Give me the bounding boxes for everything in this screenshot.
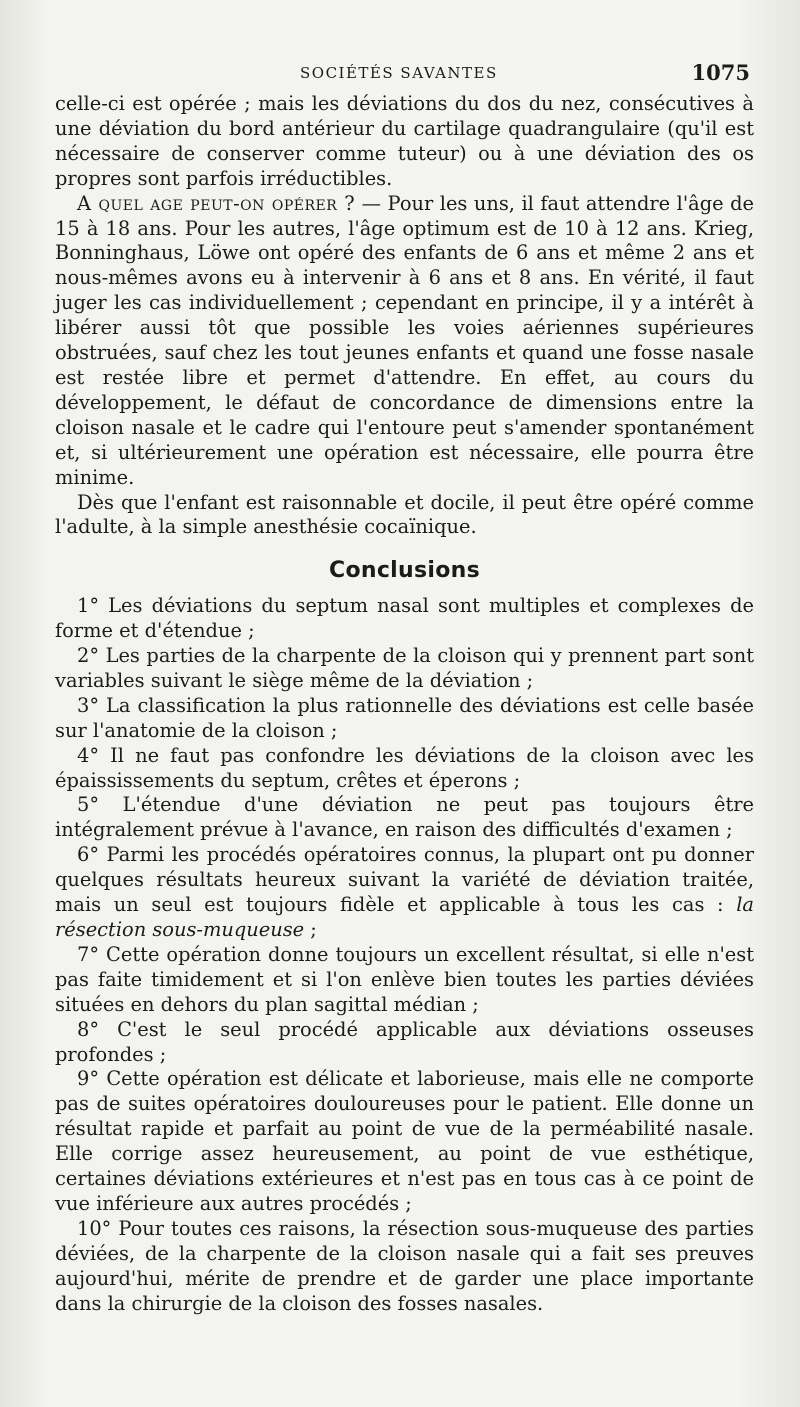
- page-number: 1075: [691, 60, 750, 85]
- conclusion-item: [55, 744, 754, 794]
- conclusion-item: [55, 694, 754, 744]
- item-number: 2°: [77, 644, 100, 668]
- item-text: La classification la plus rationnelle des déviations est celle basée sur l'anatomie de la cloison ;: [55, 693, 754, 742]
- item-text: Il ne faut pas confondre les déviations de la cloison avec les épaississements du septum, crêtes et éperons ;: [55, 743, 754, 792]
- conclusion-item: [55, 1018, 754, 1068]
- item-number: 10°: [77, 1216, 112, 1240]
- item-number: 9°: [77, 1067, 100, 1091]
- item-text: Cette opération donne toujours un excellent résultat, si elle n'est pas faite timidement et si l'on enlève bien toutes les parties déviées situées en dehors du plan sagittal médian ;: [55, 942, 754, 1016]
- conclusion-item: [55, 1217, 754, 1317]
- item-number: 1°: [77, 594, 100, 618]
- conclusions-list: [55, 594, 754, 1316]
- conclusion-item: [55, 594, 754, 644]
- item-text: Les déviations du septum nasal sont multiples et complexes de forme et d'étendue ;: [55, 594, 754, 643]
- conclusion-item: [55, 843, 754, 943]
- section-title-conclusions: Conclusions: [329, 558, 480, 584]
- item-number: 5°: [77, 793, 100, 817]
- conclusion-item: [55, 644, 754, 694]
- paragraph-child-adult: Dès que l'enfant est raisonnable et docile, il peut être opéré comme l'adulte, à la simple anesthésie cocaïnique.: [55, 490, 754, 539]
- running-title: SOCIÉTÉS SAVANTES: [300, 64, 498, 82]
- item-text: Pour toutes ces raisons, la résection sous-muqueuse des parties déviées, de la charpente de la cloison nasale qui a fait ses preuves aujourd'hui, mérite de prendre et de garder une place importante dans la chirurgie de la cloison des fosses nasales.: [55, 1216, 754, 1315]
- paragraph-text: — Pour les uns, il faut attendre l'âge de 15 à 18 ans. Pour les autres, l'âge optimum est de 10 à 12 ans. Krieg, Bonninghaus, Löwe ont opéré des enfants de 6 ans et même 2 ans et nous-mêmes avons eu à intervenir à 6 ans et 8 ans. En vérité, il faut juger les cas individuellement ; cependant en principe, il y a intérêt à libérer aussi tôt que possible les voies aériennes supérieures obstruées, sauf chez les tout jeunes enfants et quand une fosse nasale est restée libre et permet d'attendre. En effet, au cours du développement, le défaut de concordance de dimensions entre la cloison nasale et le cadre qui l'entoure peut s'amender spontanément et, si ultérieurement une opération est nécessaire, elle pourra être minime.: [55, 191, 754, 489]
- item-number: 7°: [77, 942, 100, 966]
- item-text: Parmi les procédés opératoires connus, la plupart ont pu donner quelques résultats heureux suivant la variété de déviation traitée, mais un seul est toujours fidèle et applicable à tous les cas :: [55, 843, 754, 917]
- item-text: Les parties de la charpente de la cloison qui y prennent part sont variables suivant le siège même de la déviation ;: [55, 644, 754, 692]
- item-text: L'étendue d'une déviation ne peut pas toujours être intégralement prévue à l'avance, en raison des difficultés d'examen ;: [55, 793, 754, 842]
- conclusion-item: [55, 1067, 754, 1216]
- item-text: C'est le seul procédé applicable aux déviations osseuses profondes ;: [55, 1017, 754, 1066]
- conclusion-item: [55, 793, 754, 843]
- run-in-heading: A quel age peut-on opérer ?: [77, 191, 356, 215]
- item-number: 8°: [77, 1017, 100, 1041]
- running-head: [55, 58, 754, 92]
- item-text: Cette opération est délicate et laborieuse, mais elle ne comporte pas de suites opératoires douloureuses pour le patient. Elle donne un résultat rapide et parfait au point de vue de la perméabilité nasale. Elle corrige assez heureusement, au point de vue esthétique, certaines déviations extérieures et n'est pas en tous cas à ce point de vue inférieure aux autres procédés ;: [55, 1067, 754, 1215]
- item-number: 3°: [77, 693, 100, 717]
- item-number: 4°: [77, 743, 100, 767]
- paragraph-continuation: celle-ci est opérée ; mais les déviations du dos du nez, consécutives à une déviation du bord antérieur du cartilage quadrangulaire (qu'il est nécessaire de conserver comme tuteur) ou à une déviation des os propres sont parfois irréductibles.: [55, 92, 754, 190]
- item-number: 6°: [77, 843, 100, 867]
- paragraph-operating-age: [55, 192, 754, 491]
- item-emphasis: la résection sous-muqueuse: [55, 893, 754, 941]
- conclusion-item: [55, 943, 754, 1018]
- item-text-tail: ;: [304, 918, 317, 941]
- page-body: [55, 92, 754, 1317]
